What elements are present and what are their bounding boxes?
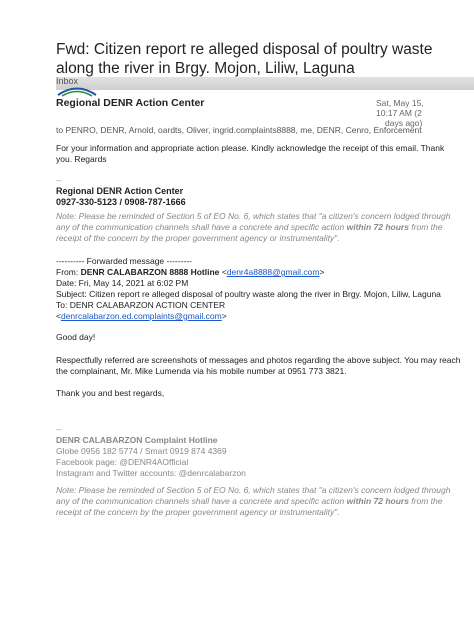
sig2-phone: Globe 0956 182 5774 / Smart 0919 874 4369	[56, 446, 227, 456]
from-line	[56, 267, 461, 278]
email-date	[376, 98, 432, 128]
signature-1	[56, 175, 461, 208]
to-email-link[interactable]: denrcalabarzon.ed.complaints@gmail.com	[60, 311, 222, 321]
to-email-close: >	[221, 311, 227, 321]
inbox-label[interactable]: Inbox	[56, 76, 79, 86]
date-line-3: days ago)	[385, 118, 423, 128]
greeting-text: Good day!	[56, 332, 96, 342]
from-email-close: >	[319, 267, 325, 277]
subject-line: Subject: Citizen report re alleged disposal of poultry waste along the river in Brgy. Mojon, Liliw, Laguna	[56, 289, 441, 299]
sig2-name: DENR CALABARZON Complaint Hotline	[56, 435, 218, 445]
intro-text: For your information and appropriate action please. Kindly acknowledge the receipt of this email. Thank you. Regards	[56, 143, 445, 164]
from-name: DENR CALABARZON 8888 Hotline	[80, 267, 220, 277]
signature-2	[56, 424, 461, 479]
note-1	[56, 211, 461, 244]
note1-bold: within 72 hours	[346, 222, 409, 232]
from-email-link[interactable]: denr4a8888@gmail.com	[226, 267, 320, 277]
note2-bold: within 72 hours	[346, 496, 409, 506]
sig1-name: Regional DENR Action Center	[56, 186, 184, 196]
email-subject: Fwd: Citizen report re alleged disposal of poultry waste along the river in Brgy. Mojon, Liliw, Laguna	[56, 41, 433, 77]
forwarded-block	[56, 256, 461, 322]
sig2-dash: --	[56, 424, 62, 434]
date-line-2: 10:17 AM (2	[376, 108, 422, 118]
sig2-facebook: Facebook page: @DENR4AOfficial	[56, 457, 189, 467]
from-email-open: <	[219, 267, 227, 277]
note2-text-a: Note: Please be reminded of Section 5 of EO No. 6, which states that "a citizen's concern lodged through any of the communication channels shall have a concrete and specific action	[56, 485, 451, 506]
recipients-line[interactable]: to PENRO, DENR, Arnold, oardts, Oliver, ingrid.complaints8888, me, DENR, Cenro, Enforcement	[56, 125, 422, 135]
to-email-line	[56, 311, 461, 322]
date-line-1: Sat, May 15,	[376, 98, 424, 108]
note2-text-b: from the receipt of the concern by the proper government agency or instrumentality".	[56, 496, 443, 517]
forwarded-header: ---------- Forwarded message ---------	[56, 256, 192, 266]
to-line: To: DENR CALABARZON ACTION CENTER	[56, 300, 226, 310]
thanks-text: Thank you and best regards,	[56, 388, 165, 398]
referred-text: Respectfully referred are screenshots of messages and photos regarding the above subject. You may reach the complainant, Mr. Mike Lumenda via his mobile number at 0951 773 3821.	[56, 355, 461, 376]
denr-logo-icon	[56, 84, 98, 98]
note-2	[56, 485, 461, 518]
sender-name[interactable]: Regional DENR Action Center	[56, 97, 205, 109]
date-line: Date: Fri, May 14, 2021 at 6:02 PM	[56, 278, 189, 288]
note1-text-b: from the receipt of the concern by the proper government agency or instrumentality".	[56, 222, 443, 243]
from-prefix: From:	[56, 267, 81, 277]
note1-text-a: Note: Please be reminded of Section 5 of EO No. 6, which states that "a citizen's concern lodged through any of the communication channels shall have a concrete and specific action	[56, 211, 451, 232]
sig1-phone: 0927-330-5123 / 0908-787-1666	[56, 197, 186, 207]
to-email-open: <	[56, 311, 61, 321]
sig2-instagram: Instagram and Twitter accounts: @denrcalabarzon	[56, 468, 246, 478]
sig1-dash: --	[56, 175, 62, 185]
inbox-bar	[56, 77, 474, 90]
